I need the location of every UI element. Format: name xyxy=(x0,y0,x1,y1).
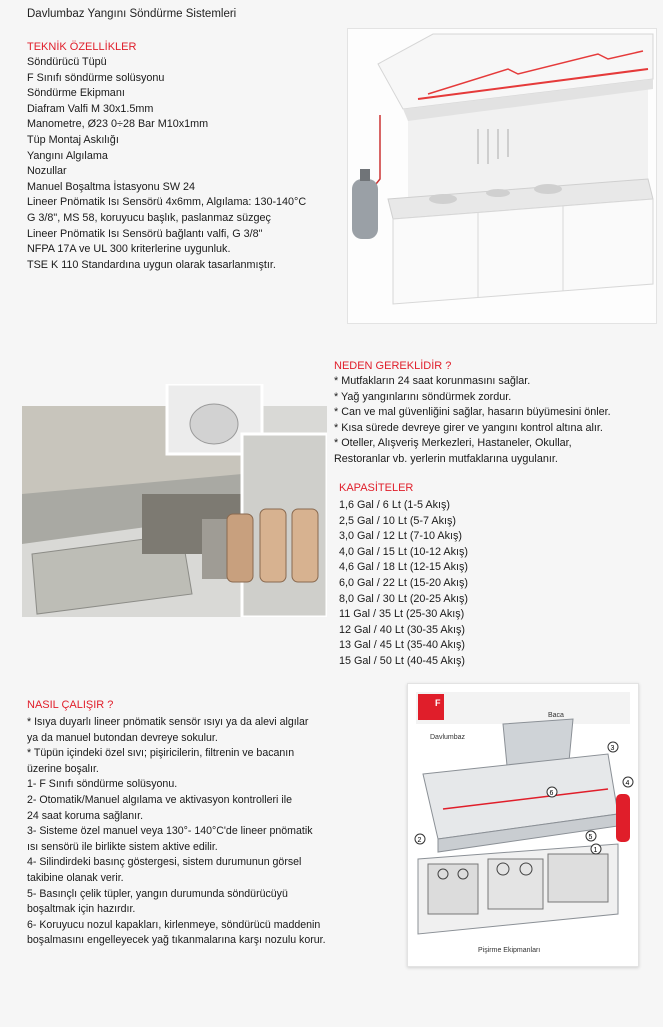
list-item: 6,0 Gal / 22 Lt (15-20 Akış) xyxy=(339,576,469,589)
label-hood: Davlumbaz xyxy=(430,734,466,741)
kitchen-hood-image xyxy=(348,29,656,323)
list-item: 4,6 Gal / 18 Lt (12-15 Akış) xyxy=(339,561,469,574)
list-item: 4,0 Gal / 15 Lt (10-12 Akış) xyxy=(339,545,469,558)
list-item: NFPA 17A ve UL 300 kriterlerine uygunluk. xyxy=(27,243,231,256)
list-item: 3- Sisteme özel manuel veya 130°- 140°C'de lineer pnömatik xyxy=(27,825,313,838)
list-item: TSE K 110 Standardına uygun olarak tasarlanmıştır. xyxy=(27,258,276,271)
list-item: 8,0 Gal / 30 Lt (20-25 Akış) xyxy=(339,592,469,605)
list-item: takibine olanak verir. xyxy=(27,871,124,884)
list-item: Diafram Valfi M 30x1.5mm xyxy=(27,102,154,115)
list-item: 12 Gal / 40 Lt (30-35 Akış) xyxy=(339,623,466,636)
callout-5: 5 xyxy=(588,834,593,841)
list-item: 15 Gal / 50 Lt (40-45 Akış) xyxy=(339,654,466,667)
list-item: Nozullar xyxy=(27,165,67,178)
list-item: 24 saat koruma sağlanır. xyxy=(27,809,144,822)
callout-2: 2 xyxy=(417,837,422,844)
callout-4: 4 xyxy=(625,780,630,787)
list-item: boşaltmak için hazırdır. xyxy=(27,903,136,916)
technical-heading: TEKNİK ÖZELLİKLER xyxy=(27,41,137,53)
list-item: ya da manuel butondan devreye sokulur. xyxy=(27,731,218,744)
list-item: Lineer Pnömatik Isı Sensörü bağlantı valfi, G 3/8" xyxy=(27,227,263,240)
callout-6: 6 xyxy=(549,790,554,797)
list-item: G 3/8", MS 58, koruyucu başlık, paslanmaz süzgeç xyxy=(27,211,271,224)
list-item: boşalmasını engelleyecek yağ tıkanmalarına karşı nozulu korur. xyxy=(27,934,326,947)
why-heading: NEDEN GEREKLİDİR ? xyxy=(334,360,452,372)
list-item: * Tüpün içindeki özel sıvı; pişiricilerin, filtrenin ve bacanın xyxy=(27,747,295,760)
list-item: 3,0 Gal / 12 Lt (7-10 Akış) xyxy=(339,530,463,543)
list-item: * Can ve mal güvenliğini sağlar, hasarın büyümesini önler. xyxy=(334,406,611,419)
list-item: 11 Gal / 35 Lt (25-30 Akış) xyxy=(339,608,465,621)
label-cooking: Pişirme Ekipmanları xyxy=(478,947,541,954)
capacities-list xyxy=(339,498,539,670)
how-list xyxy=(27,715,392,949)
list-item: * Mutfakların 24 saat korunmasını sağlar. xyxy=(334,375,531,387)
kitchen-installation-image xyxy=(22,384,327,617)
page-title: Davlumbaz Yangını Söndürme Sistemleri xyxy=(27,8,237,20)
list-item: * Isıya duyarlı lineer pnömatik sensör ısıyı ya da alevi algılar xyxy=(27,716,309,728)
list-item: 1- F Sınıfı söndürme solüsyonu. xyxy=(27,778,178,791)
callout-1: 1 xyxy=(593,847,598,854)
list-item: 2- Otomatik/Manuel algılama ve aktivasyon kontrolleri ile xyxy=(27,793,292,806)
list-item: Restoranlar vb. yerlerin mutfaklarına uygulanır. xyxy=(334,452,558,465)
list-item: * Yağ yangınlarını söndürmek zordur. xyxy=(334,390,512,403)
list-item: 13 Gal / 45 Lt (35-40 Akış) xyxy=(339,639,466,652)
list-item: Lineer Pnömatik Isı Sensörü 4x6mm, Algılama: 130-140°C xyxy=(27,196,307,209)
list-item: 1,6 Gal / 6 Lt (1-5 Akış) xyxy=(339,499,451,511)
list-item: Söndürme Ekipmanı xyxy=(27,87,125,100)
technical-list xyxy=(27,55,347,273)
installation-photo-collage xyxy=(22,384,327,617)
label-duct: Baca xyxy=(548,712,564,719)
list-item: * Kısa sürede devreye girer ve yangını kontrol altına alır. xyxy=(334,421,603,434)
hood-system-illustration xyxy=(347,28,657,324)
list-item: 2,5 Gal / 10 Lt (5-7 Akış) xyxy=(339,514,457,527)
list-item: 6- Koruyucu nozul kapakları, kirlenmeye, söndürücü maddenin xyxy=(27,918,321,931)
list-item: Tüp Montaj Askılığı xyxy=(27,133,119,146)
list-item: 4- Silindirdeki basınç göstergesi, sistem durumunun görsel xyxy=(27,856,302,869)
diagram-image xyxy=(408,684,638,966)
list-item: * Oteller, Alışveriş Merkezleri, Hastaneler, Okullar, xyxy=(334,437,572,450)
how-heading: NASIL ÇALIŞIR ? xyxy=(27,699,114,711)
list-item: Manuel Boşaltma İstasyonu SW 24 xyxy=(27,180,196,193)
list-item: ısı sensörü ile birlikte sistem aktive edilir. xyxy=(27,840,218,853)
f-class-badge: F xyxy=(435,698,441,708)
list-item: üzerine boşalır. xyxy=(27,762,99,775)
list-item: Yangını Algılama xyxy=(27,149,108,162)
system-diagram xyxy=(407,683,639,967)
list-item: 5- Basınçlı çelik tüpler, yangın durumunda söndürücüyü xyxy=(27,887,288,900)
capacities-heading: KAPASİTELER xyxy=(339,482,414,494)
list-item: F Sınıfı söndürme solüsyonu xyxy=(27,71,165,84)
callout-3: 3 xyxy=(610,745,615,752)
why-list xyxy=(334,374,659,468)
list-item: Manometre, Ø23 0÷28 Bar M10x1mm xyxy=(27,118,209,131)
list-item: Söndürücü Tüpü xyxy=(27,56,107,68)
